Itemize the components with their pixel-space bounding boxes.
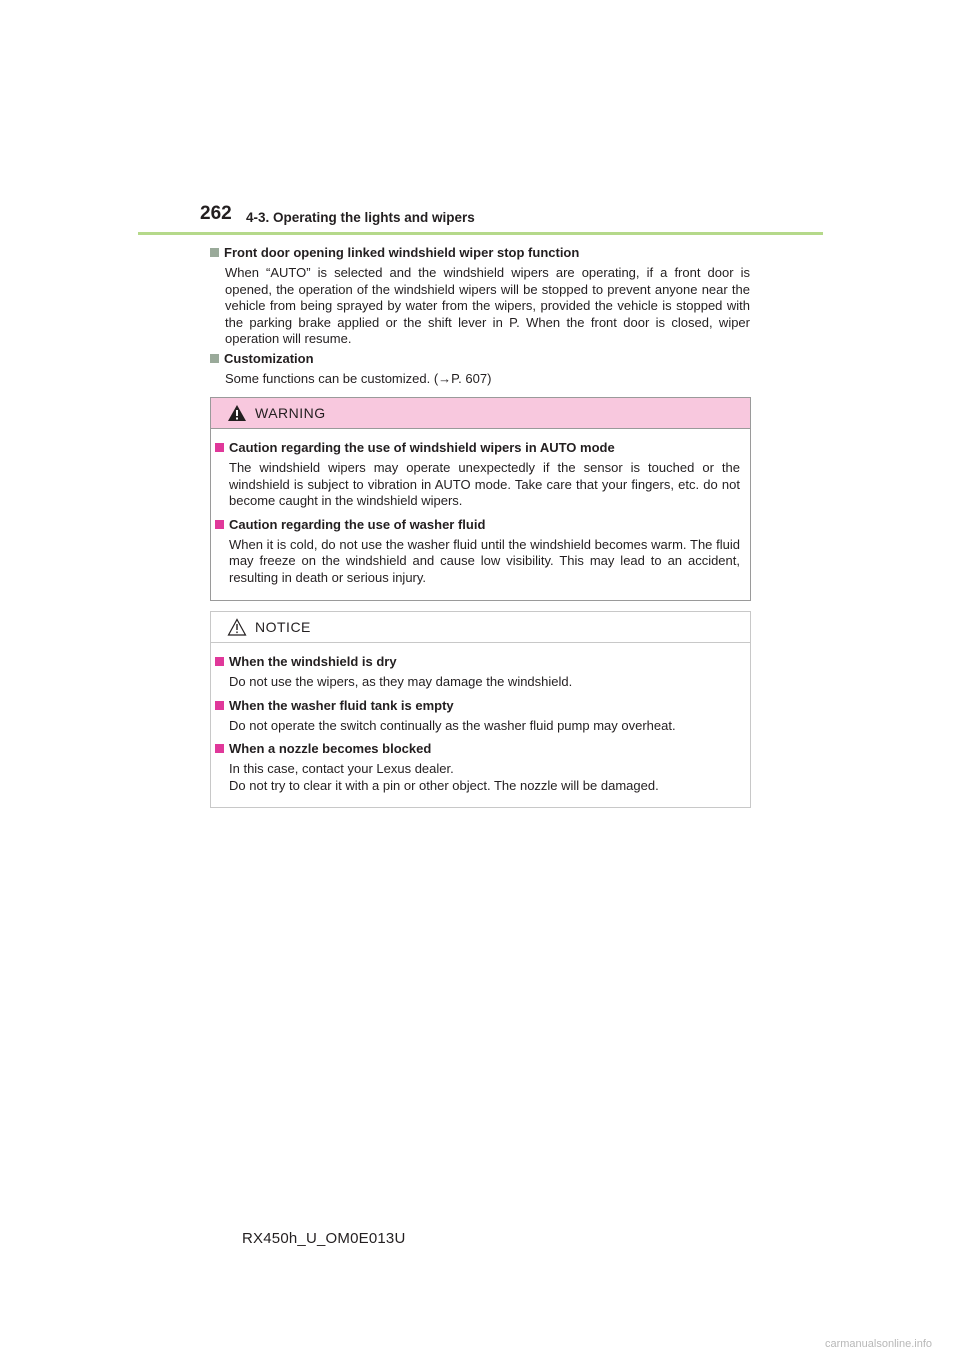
warning-item-body: When it is cold, do not use the washer fluid until the windshield becomes warm. The fluid may freeze on the windshield and cause low visibility. This may lead to an accident, resulting in death or serious injury. — [229, 536, 740, 585]
warning-header — [211, 398, 750, 429]
notice-triangle-icon — [227, 618, 247, 636]
section-heading — [210, 244, 750, 262]
warning-item-heading — [215, 439, 740, 457]
magenta-square-bullet-icon — [215, 701, 224, 710]
warning-item — [215, 516, 740, 587]
notice-header — [211, 612, 750, 643]
header-rule — [138, 232, 823, 235]
notice-item — [215, 697, 740, 735]
magenta-square-bullet-icon — [215, 744, 224, 753]
chapter-title: 4-3. Operating the lights and wipers — [246, 210, 475, 225]
notice-item-body: Do not use the wipers, as they may damage the windshield. — [229, 674, 573, 689]
magenta-square-bullet-icon — [215, 520, 224, 529]
magenta-square-bullet-icon — [215, 443, 224, 452]
notice-item-line: Do not try to clear it with a pin or other object. The nozzle will be damaged. — [229, 777, 659, 793]
warning-item-title: Caution regarding the use of washer fluid — [229, 516, 486, 532]
model-code: RX450h_U_OM0E013U — [242, 1230, 406, 1247]
notice-item — [215, 653, 740, 691]
notice-item — [215, 740, 740, 794]
notice-item-title: When the windshield is dry — [229, 654, 397, 669]
notice-item-heading — [215, 653, 740, 671]
warning-content — [211, 429, 750, 586]
notice-item-line: In this case, contact your Lexus dealer. — [229, 761, 454, 776]
notice-item-body: Do not operate the switch continually as the washer fluid pump may overheat. — [229, 717, 676, 733]
warning-triangle-icon — [227, 404, 247, 422]
watermark: carmanualsonline.info — [824, 1338, 932, 1350]
notice-item-heading — [215, 740, 740, 758]
notice-item-title: When the washer fluid tank is empty — [229, 697, 454, 713]
section-heading — [210, 350, 750, 368]
section-body: Some functions can be customized. (→P. 607) — [225, 371, 492, 386]
notice-item-heading — [215, 697, 740, 715]
square-bullet-icon — [210, 248, 219, 257]
warning-label: WARNING — [255, 405, 326, 421]
warning-item-heading — [215, 516, 740, 534]
warning-item — [215, 439, 740, 510]
warning-item-body: The windshield wipers may operate unexpectedly if the sensor is touched or the windshield is subject to vibration in AUTO mode. Take care that your fingers, etc. do not become caught in the windshield wipers. — [229, 460, 740, 508]
warning-box — [210, 397, 751, 601]
notice-item-title: When a nozzle becomes blocked — [229, 741, 432, 756]
notice-item-body — [229, 761, 740, 794]
notice-label: NOTICE — [255, 619, 311, 635]
square-bullet-icon — [210, 354, 219, 363]
magenta-square-bullet-icon — [215, 657, 224, 666]
warning-item-title: Caution regarding the use of windshield wipers in AUTO mode — [229, 440, 615, 455]
notice-content — [211, 643, 750, 794]
page-number: 262 — [200, 203, 232, 224]
section-body: When “AUTO” is selected and the windshield wipers are operating, if a front door is opened, the operation of the windshield wipers will be stopped to prevent anyone near the vehicle from being sprayed by water from the wipers, provided the vehicle is stopped with the parking brake applied or the shift lever in P. When the front door is closed, wiper operation will resume. — [225, 265, 750, 346]
section-title: Front door opening linked windshield wiper stop function — [224, 245, 580, 260]
section-title: Customization — [224, 351, 314, 366]
notice-box — [210, 611, 751, 808]
section-customization — [210, 350, 750, 388]
section-front-door-wiper-stop — [210, 244, 750, 348]
